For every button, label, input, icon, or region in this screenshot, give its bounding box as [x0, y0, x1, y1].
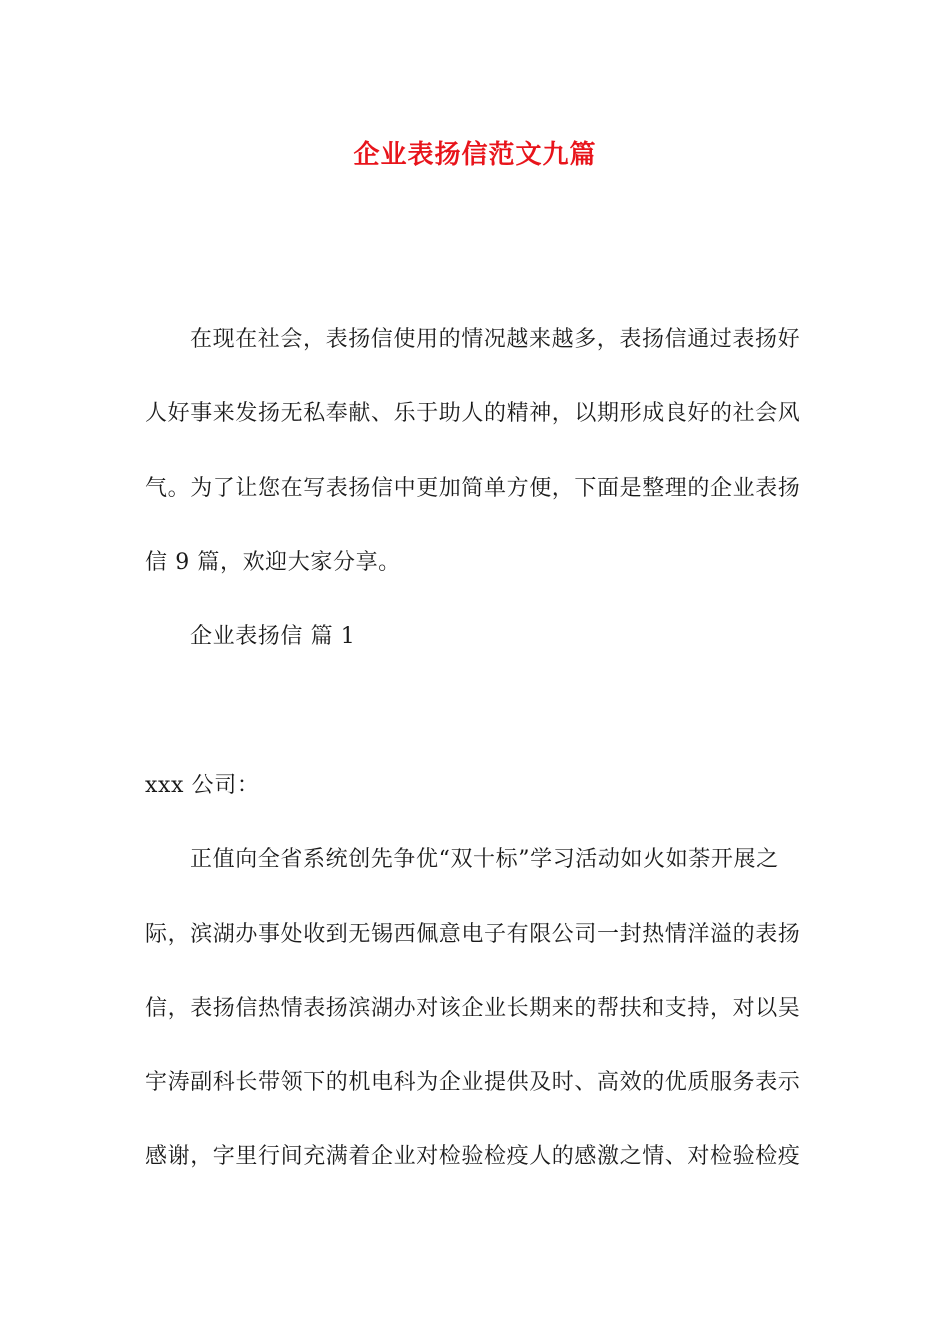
- document-title: 企业表扬信范文九篇: [353, 140, 597, 170]
- body-line-5: 感谢，字里行间充满着企业对检验检疫人的感激之情、对检验检疫: [145, 1144, 801, 1169]
- body-line-3: 信，表扬信热情表扬滨湖办对该企业长期来的帮扶和支持，对以吴: [145, 996, 801, 1021]
- intro-line-3: 气。为了让您在写表扬信中更加简单方便，下面是整理的企业表扬: [145, 476, 801, 501]
- intro-line-1: 在现在社会，表扬信使用的情况越来越多，表扬信通过表扬好: [190, 327, 801, 352]
- body-line-1: 正值向全省系统创先争优“双十标”学习活动如火如荼开展之: [190, 847, 779, 872]
- intro-line-4: 信 9 篇，欢迎大家分享。: [145, 550, 401, 575]
- section-heading: 企业表扬信 篇 1: [190, 624, 356, 649]
- salutation: xxx 公司：: [145, 773, 260, 798]
- intro-line-2: 人好事来发扬无私奉献、乐于助人的精神，以期形成良好的社会风: [145, 401, 801, 426]
- body-line-4: 宇涛副科长带领下的机电科为企业提供及时、高效的优质服务表示: [145, 1070, 801, 1095]
- body-line-2: 际，滨湖办事处收到无锡西佩意电子有限公司一封热情洋溢的表扬: [145, 922, 801, 947]
